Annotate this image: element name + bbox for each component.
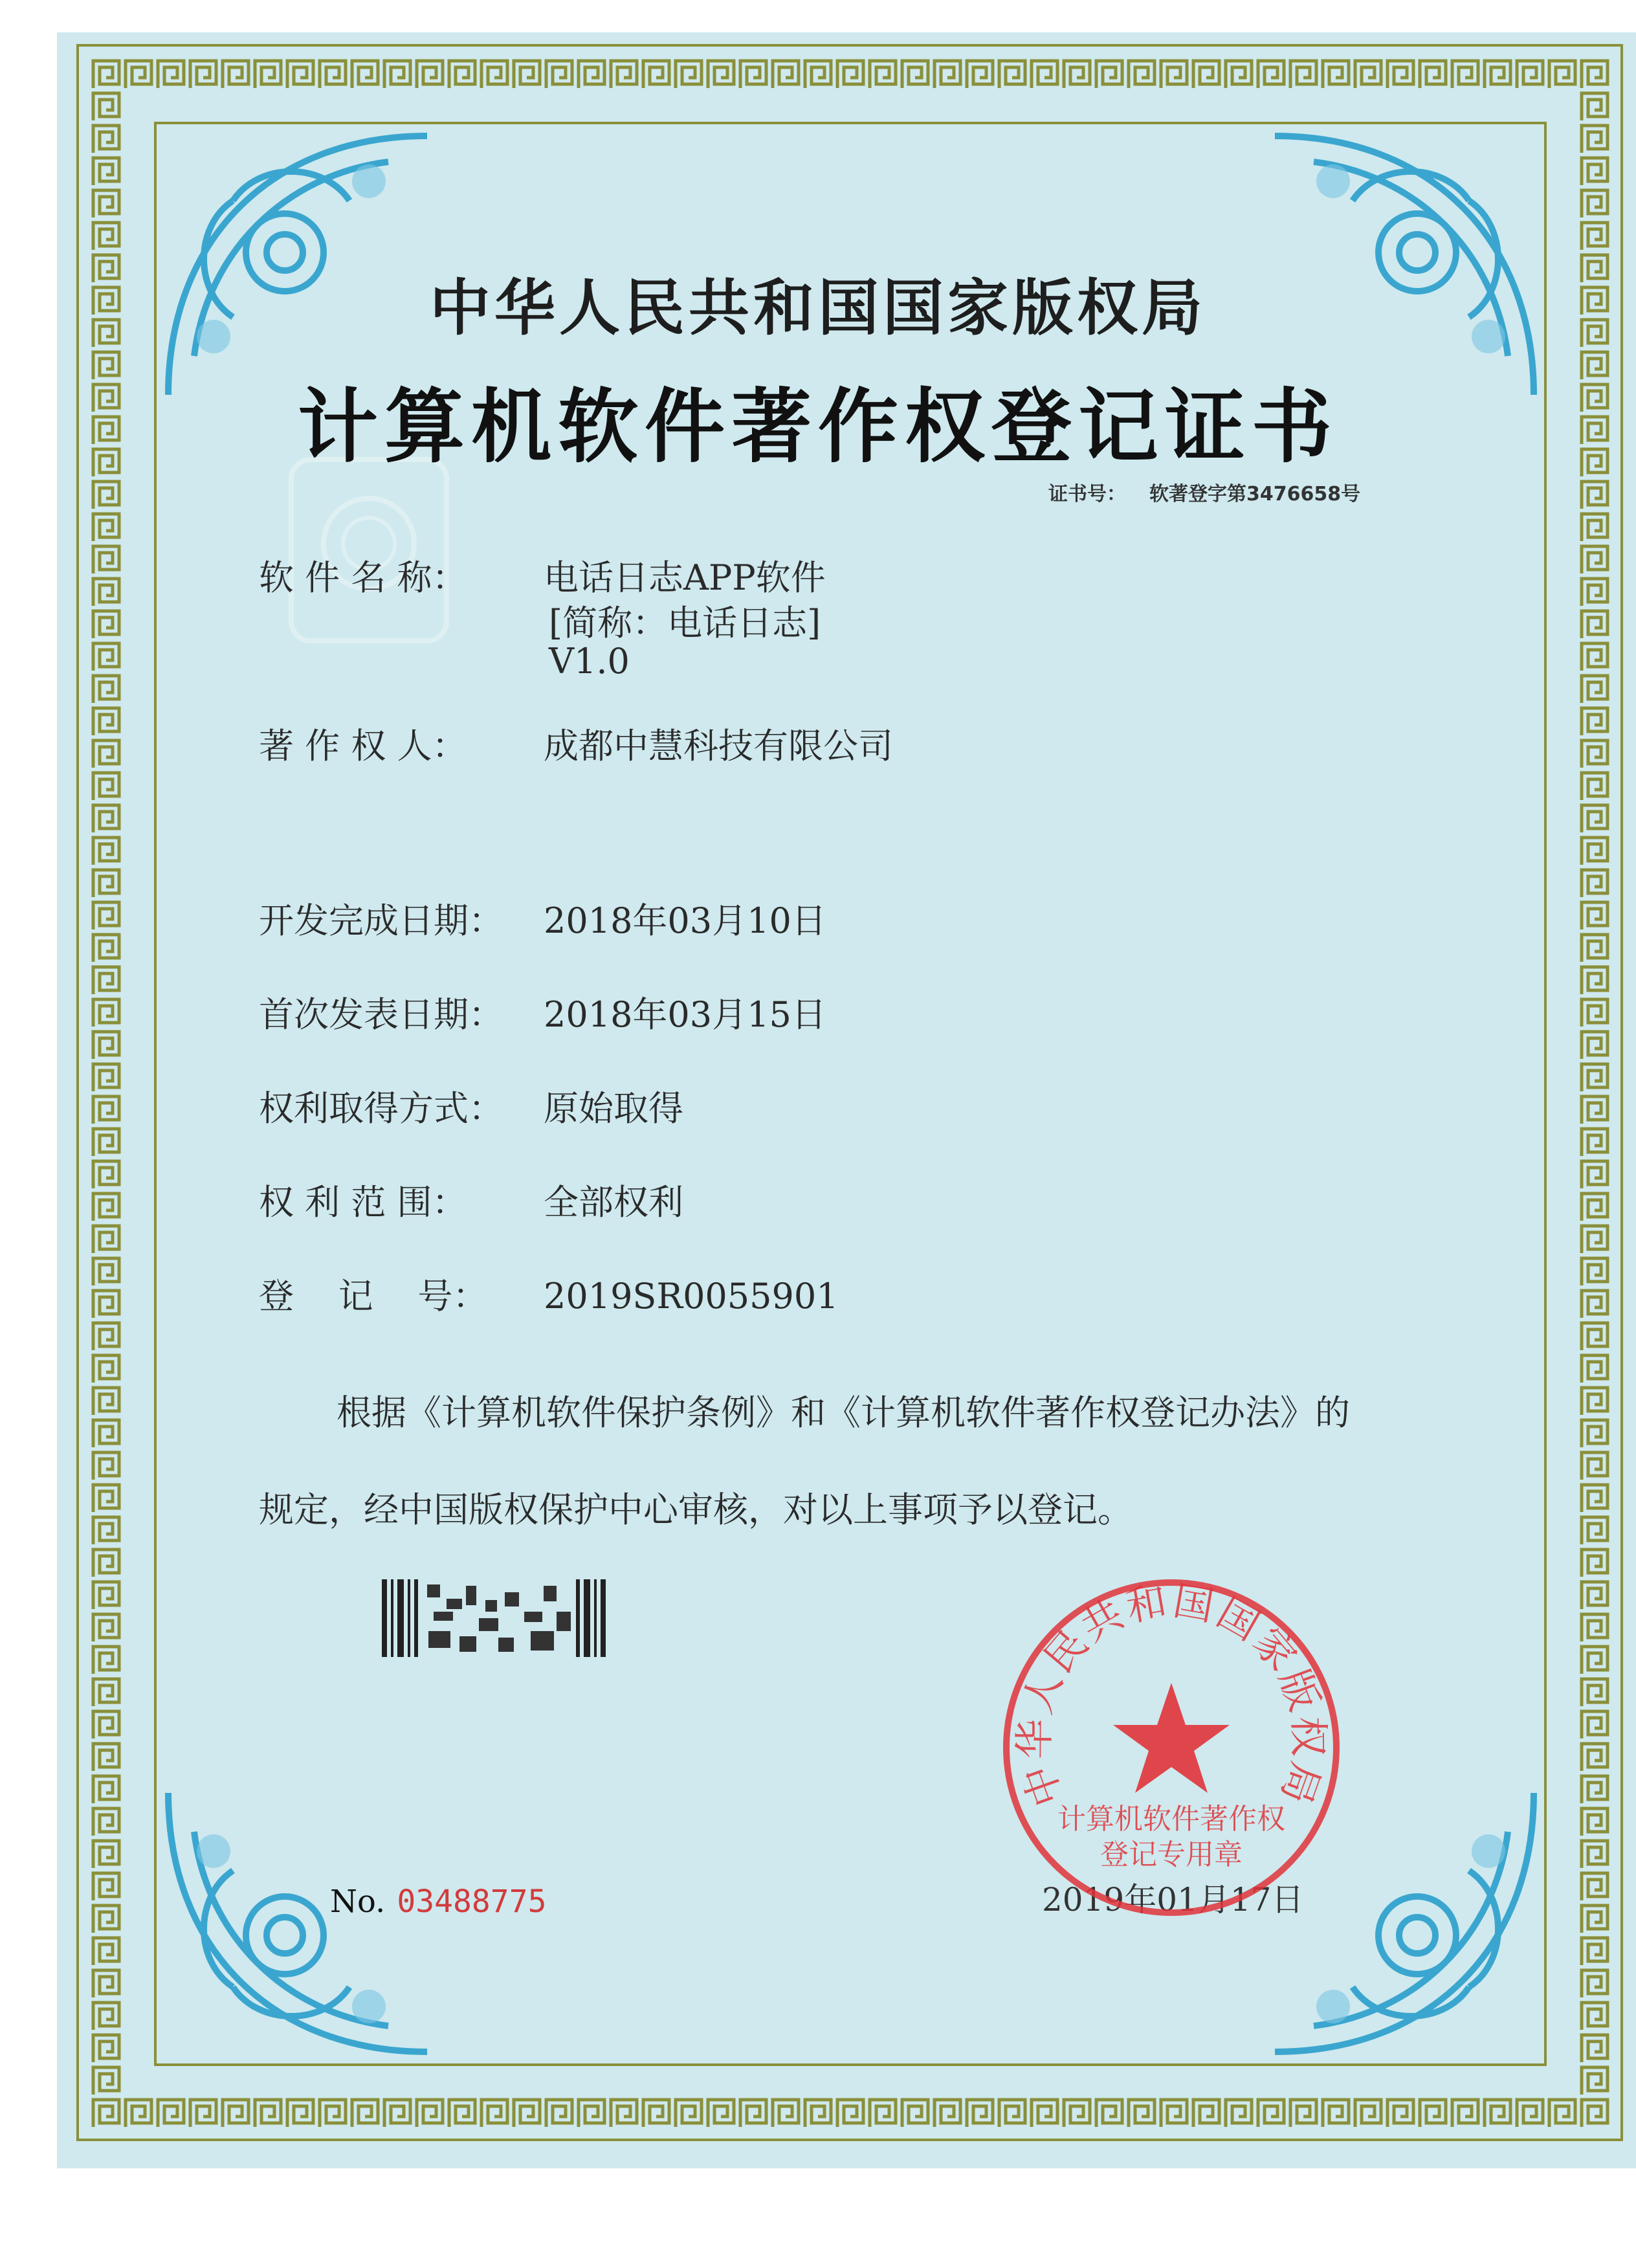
field-software-name <box>259 550 826 600</box>
issue-date: 2019年01月17日 <box>1042 1881 1304 1918</box>
barcode <box>382 1579 608 1657</box>
field-rights-scope <box>259 1175 683 1225</box>
scan-margin <box>0 2168 1636 2268</box>
software-abbreviation: [简称：电话日志] <box>549 603 821 643</box>
field-value: 电话日志APP软件 <box>544 557 826 598</box>
seal-star-icon <box>1113 1683 1230 1793</box>
field-value: 2019SR0055901 <box>544 1276 839 1317</box>
statement-line-2: 规定，经中国版权保护中心审核，对以上事项予以登记。 <box>259 1489 1133 1530</box>
certificate-title: 计算机软件著作权登记证书 <box>297 381 1338 474</box>
statement-line-1: 根据《计算机软件保护条例》和《计算机软件著作权登记办法》的 <box>337 1392 1350 1433</box>
field-value: 2018年03月15日 <box>544 994 826 1035</box>
field-label: 权 利 范 围： <box>259 1182 467 1223</box>
field-value: 全部权利 <box>544 1182 683 1223</box>
field-dev-complete-date <box>259 893 826 943</box>
certificate-number-value: 软著登字第3476658号 <box>1149 483 1361 506</box>
certificate-number <box>1048 478 1360 506</box>
seal-inner-line-2: 登记专用章 <box>1100 1838 1243 1871</box>
certificate-number-label: 证书号： <box>1048 483 1126 506</box>
field-label: 开发完成日期： <box>259 900 503 941</box>
field-value: 原始取得 <box>544 1088 683 1129</box>
field-label: 著 作 权 人： <box>259 726 467 766</box>
field-label: 首次发表日期： <box>259 994 503 1035</box>
field-value: 2018年03月10日 <box>544 900 826 941</box>
serial-number <box>330 1884 547 1920</box>
field-label: 登 记 号： <box>259 1276 488 1317</box>
official-seal <box>997 1573 1346 1922</box>
seal-outer-text: 中华人民共和国国家版权局 <box>1010 1577 1332 1813</box>
serial-label: No. <box>330 1884 386 1920</box>
software-version: V1.0 <box>549 641 630 682</box>
field-first-publish-date <box>259 987 826 1037</box>
field-copyright-owner <box>259 718 893 768</box>
field-value: 成都中慧科技有限公司 <box>544 726 893 766</box>
issuing-agency: 中华人民共和国国家版权局 <box>429 273 1206 344</box>
field-registration-no <box>259 1269 839 1318</box>
field-label: 软 件 名 称： <box>259 557 467 598</box>
seal-inner-line-1: 计算机软件著作权 <box>1057 1803 1285 1836</box>
serial-value: 03488775 <box>397 1884 547 1920</box>
field-acquisition-method <box>259 1081 683 1131</box>
field-label: 权利取得方式： <box>259 1088 503 1129</box>
